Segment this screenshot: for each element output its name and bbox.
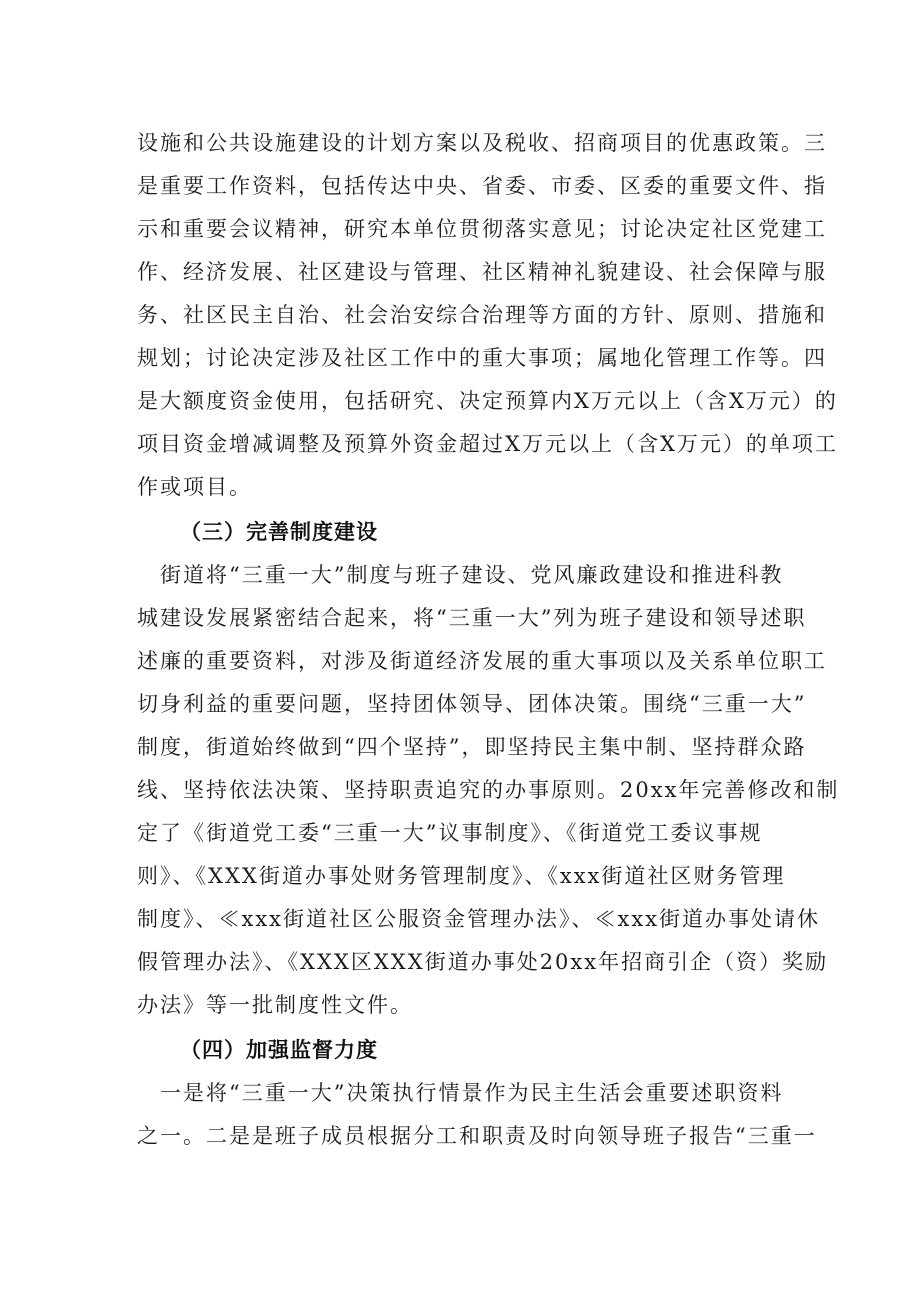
body-text-line: 之一。二是是班子成员根据分工和职责及时向领导班子报告“三重一 bbox=[137, 1124, 817, 1148]
body-text-line: 制度》、≪xxx街道社区公服资金管理办法》、≪xxx街道办事处请休 bbox=[137, 907, 821, 931]
body-text-line: 是大额度资金使用，包括研究、决定预算内X万元以上（含X万元）的 bbox=[137, 389, 838, 413]
body-text-line: 作或项目。 bbox=[137, 475, 252, 499]
body-text-line: 街道将“三重一大”制度与班子建设、党风廉政建设和推进科教 bbox=[137, 563, 784, 587]
body-text-line: 作、经济发展、社区建设与管理、社区精神礼貌建设、社会保障与服 bbox=[137, 260, 827, 284]
section-heading-4: （四）加强监督力度 bbox=[180, 1038, 378, 1062]
body-text-line: 示和重要会议精神，研究本单位贯彻落实意见；讨论决定社区党建工 bbox=[137, 217, 827, 241]
body-text-line: 制度，街道始终做到“四个坚持”，即坚持民主集中制、坚持群众路 bbox=[137, 735, 807, 759]
body-text-line: 规划；讨论决定涉及社区工作中的重大事项；属地化管理工作等。四 bbox=[137, 346, 827, 370]
body-text-line: 是重要工作资料，包括传达中央、省委、市委、区委的重要文件、指 bbox=[137, 174, 827, 198]
body-text-line: 则》、《XXX街道办事处财务管理制度》、《xxx街道社区财务管理 bbox=[137, 864, 786, 888]
body-text-line: 述廉的重要资料，对涉及街道经济发展的重大事项以及关系单位职工 bbox=[137, 649, 827, 673]
body-text-line: 假管理办法》、《XXX区XXX街道办事处20xx年招商引企（资）奖励 bbox=[137, 950, 829, 974]
body-text-line: 城建设发展紧密结合起来，将“三重一大”列为班子建设和领导述职 bbox=[137, 606, 807, 630]
body-text-line: 办法》等一批制度性文件。 bbox=[137, 993, 413, 1017]
body-text-line: 设施和公共设施建设的计划方案以及税收、招商项目的优惠政策。三 bbox=[137, 131, 827, 155]
body-text-line: 切身利益的重要问题，坚持团体领导、团体决策。围绕“三重一大” bbox=[137, 692, 807, 716]
body-text-line: 务、社区民主自治、社会治安综合治理等方面的方针、原则、措施和 bbox=[137, 303, 827, 327]
body-text-line: 定了《街道党工委“三重一大”议事制度》、《街道党工委议事规 bbox=[137, 821, 763, 845]
body-text-line: 项目资金增减调整及预算外资金超过X万元以上（含X万元）的单项工 bbox=[137, 432, 838, 456]
body-text-line: 线、坚持依法决策、坚持职责追究的办事原则。20xx年完善修改和制 bbox=[137, 778, 840, 802]
body-text-line: 一是将“三重一大”决策执行情景作为民主生活会重要述职资料 bbox=[137, 1081, 784, 1105]
section-heading-3: （三）完善制度建设 bbox=[180, 520, 378, 544]
